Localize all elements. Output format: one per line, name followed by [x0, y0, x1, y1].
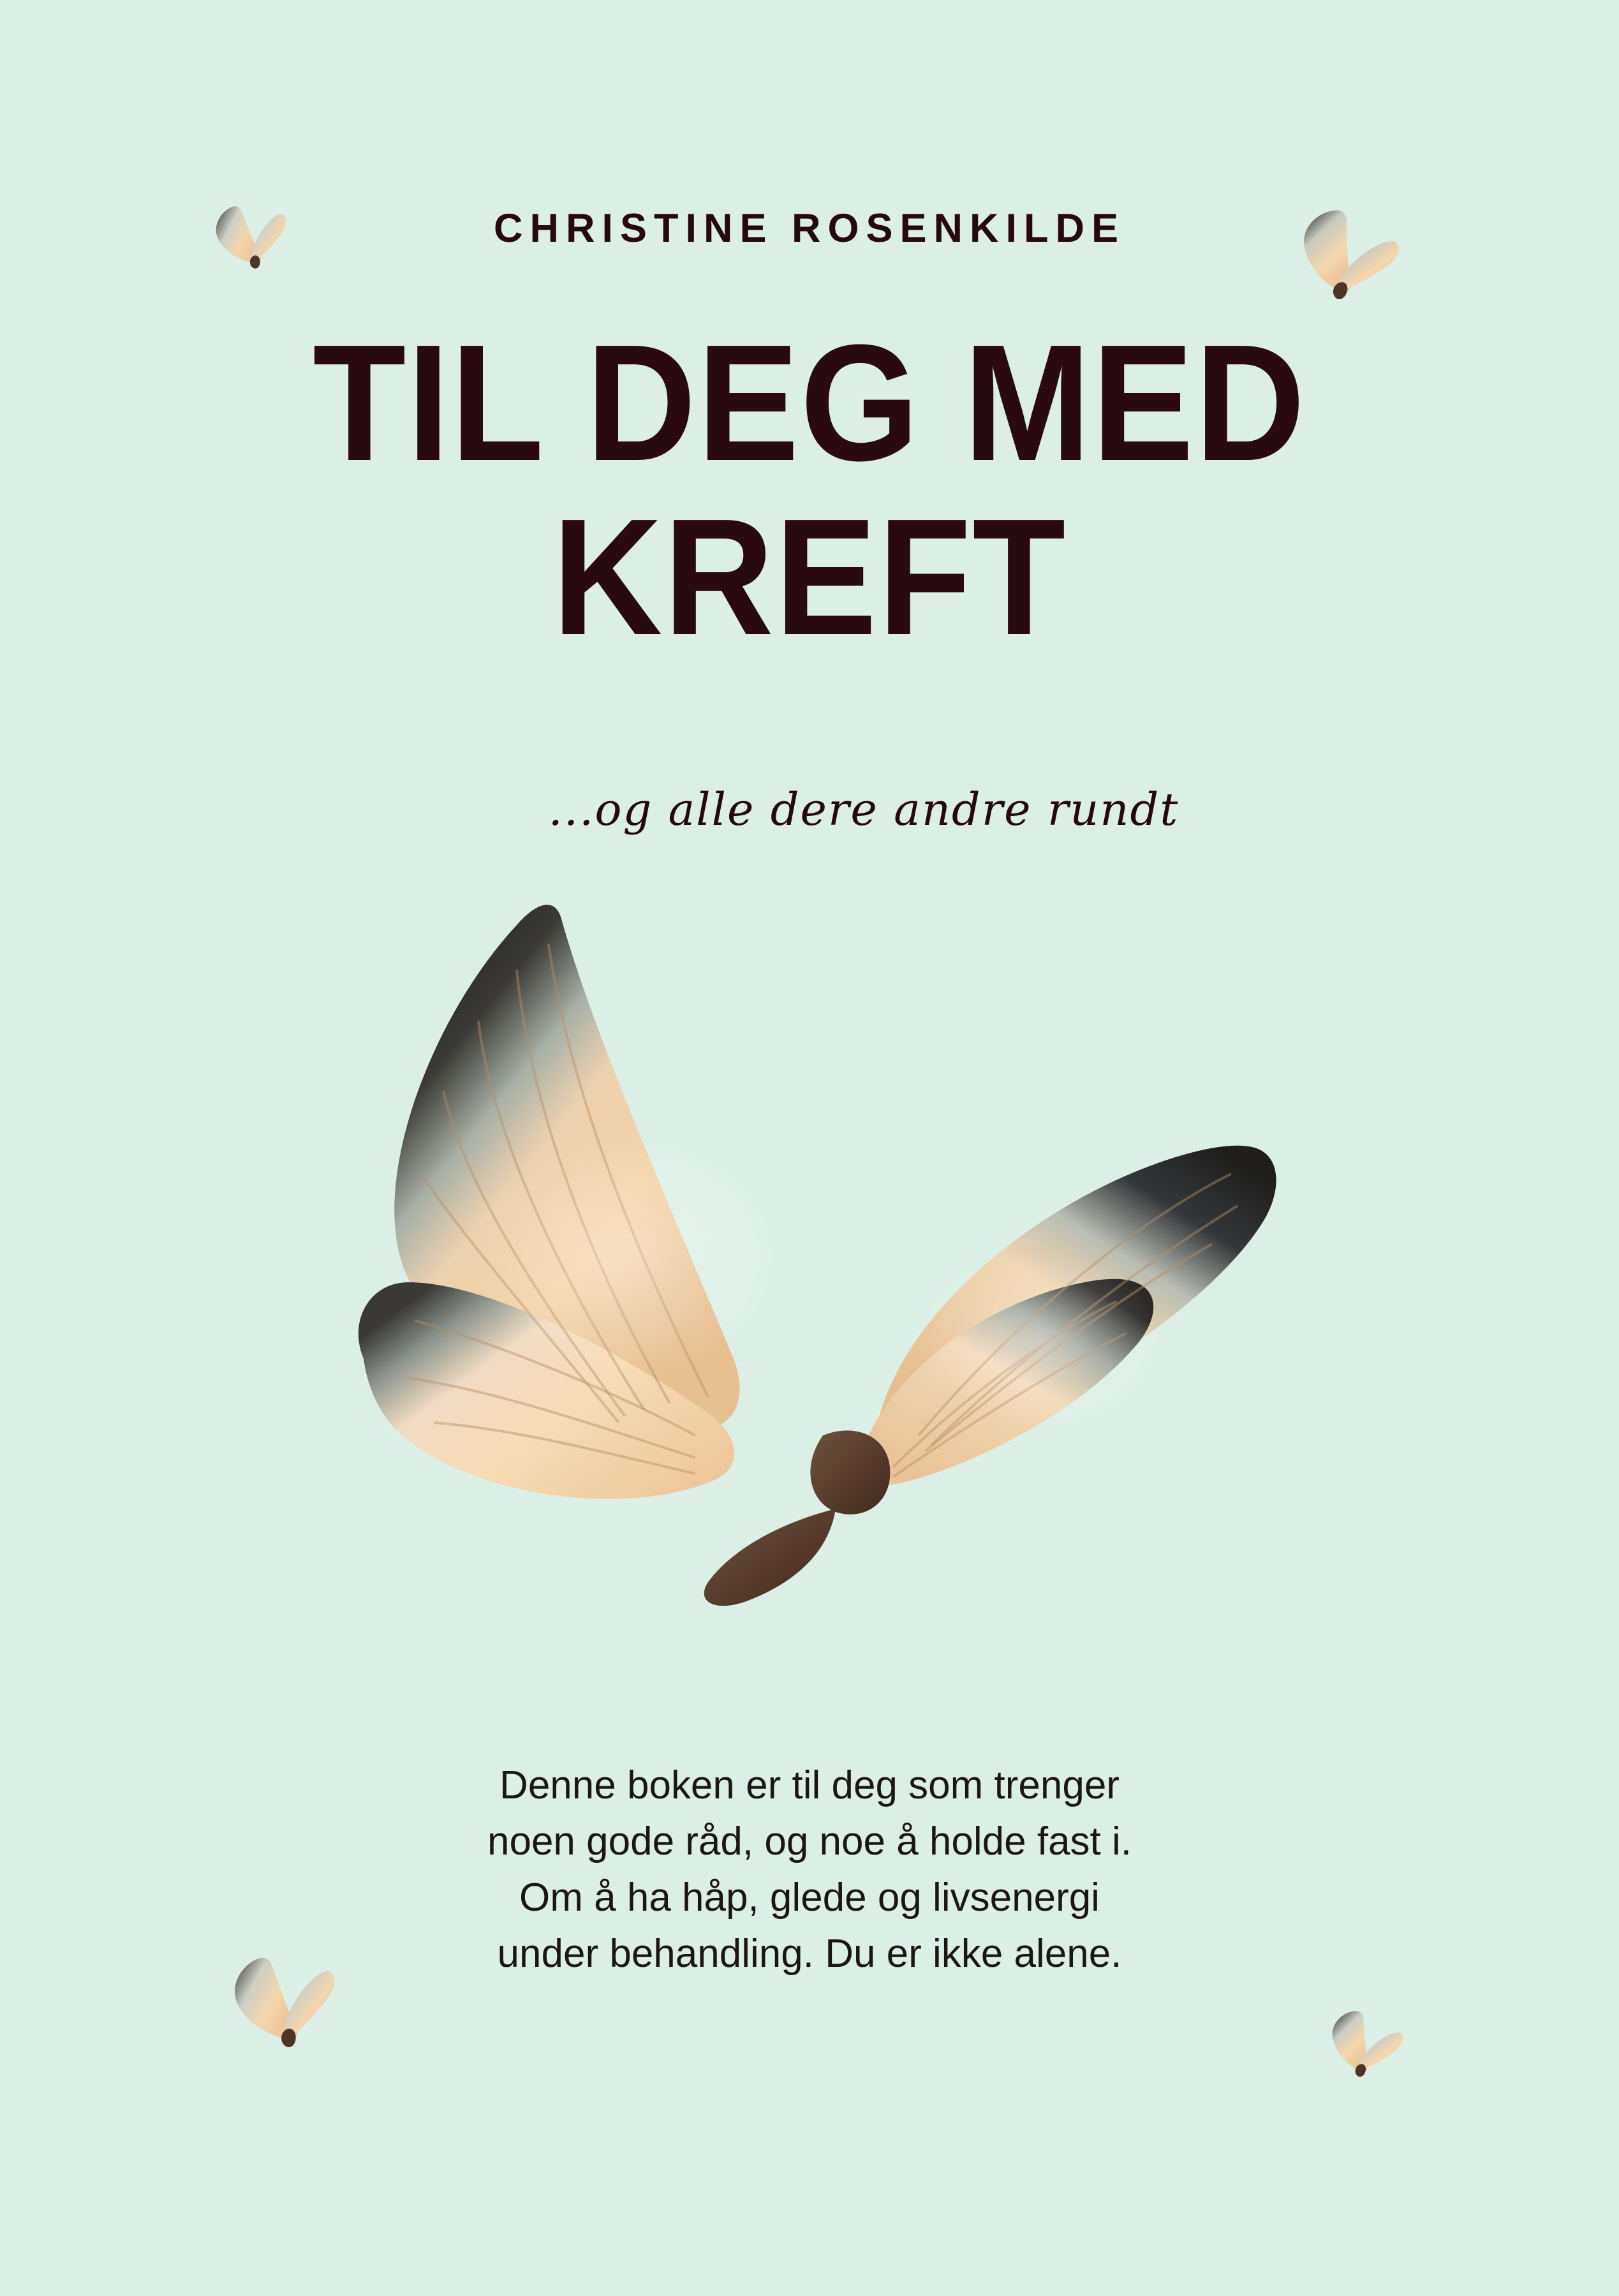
blurb-line-4: under behandling. Du er ikke alene.	[497, 1932, 1122, 1976]
author-name: CHRISTINE ROSENKILDE	[493, 206, 1126, 251]
butterfly-illustration	[325, 874, 1301, 1640]
butterfly-icon-bottom-left	[221, 1946, 350, 2060]
blurb-line-3: Om å ha håp, glede og livsenergi	[519, 1876, 1100, 1920]
page-title	[0, 311, 1619, 670]
blurb-line-2: noen gode råd, og noe å holde fast i.	[487, 1819, 1132, 1864]
subtitle: ...og alle dere andre rundt	[548, 783, 1179, 836]
title-line-2: KREFT	[552, 484, 1067, 670]
butterfly-icon-top-left	[206, 196, 299, 280]
blurb-line-1: Denne boken er til deg som trenger	[499, 1763, 1120, 1807]
butterfly-icon-bottom-right	[1318, 2003, 1412, 2090]
blurb-text	[331, 1758, 1288, 1982]
title-line-1: TIL DEG MED	[313, 311, 1306, 496]
